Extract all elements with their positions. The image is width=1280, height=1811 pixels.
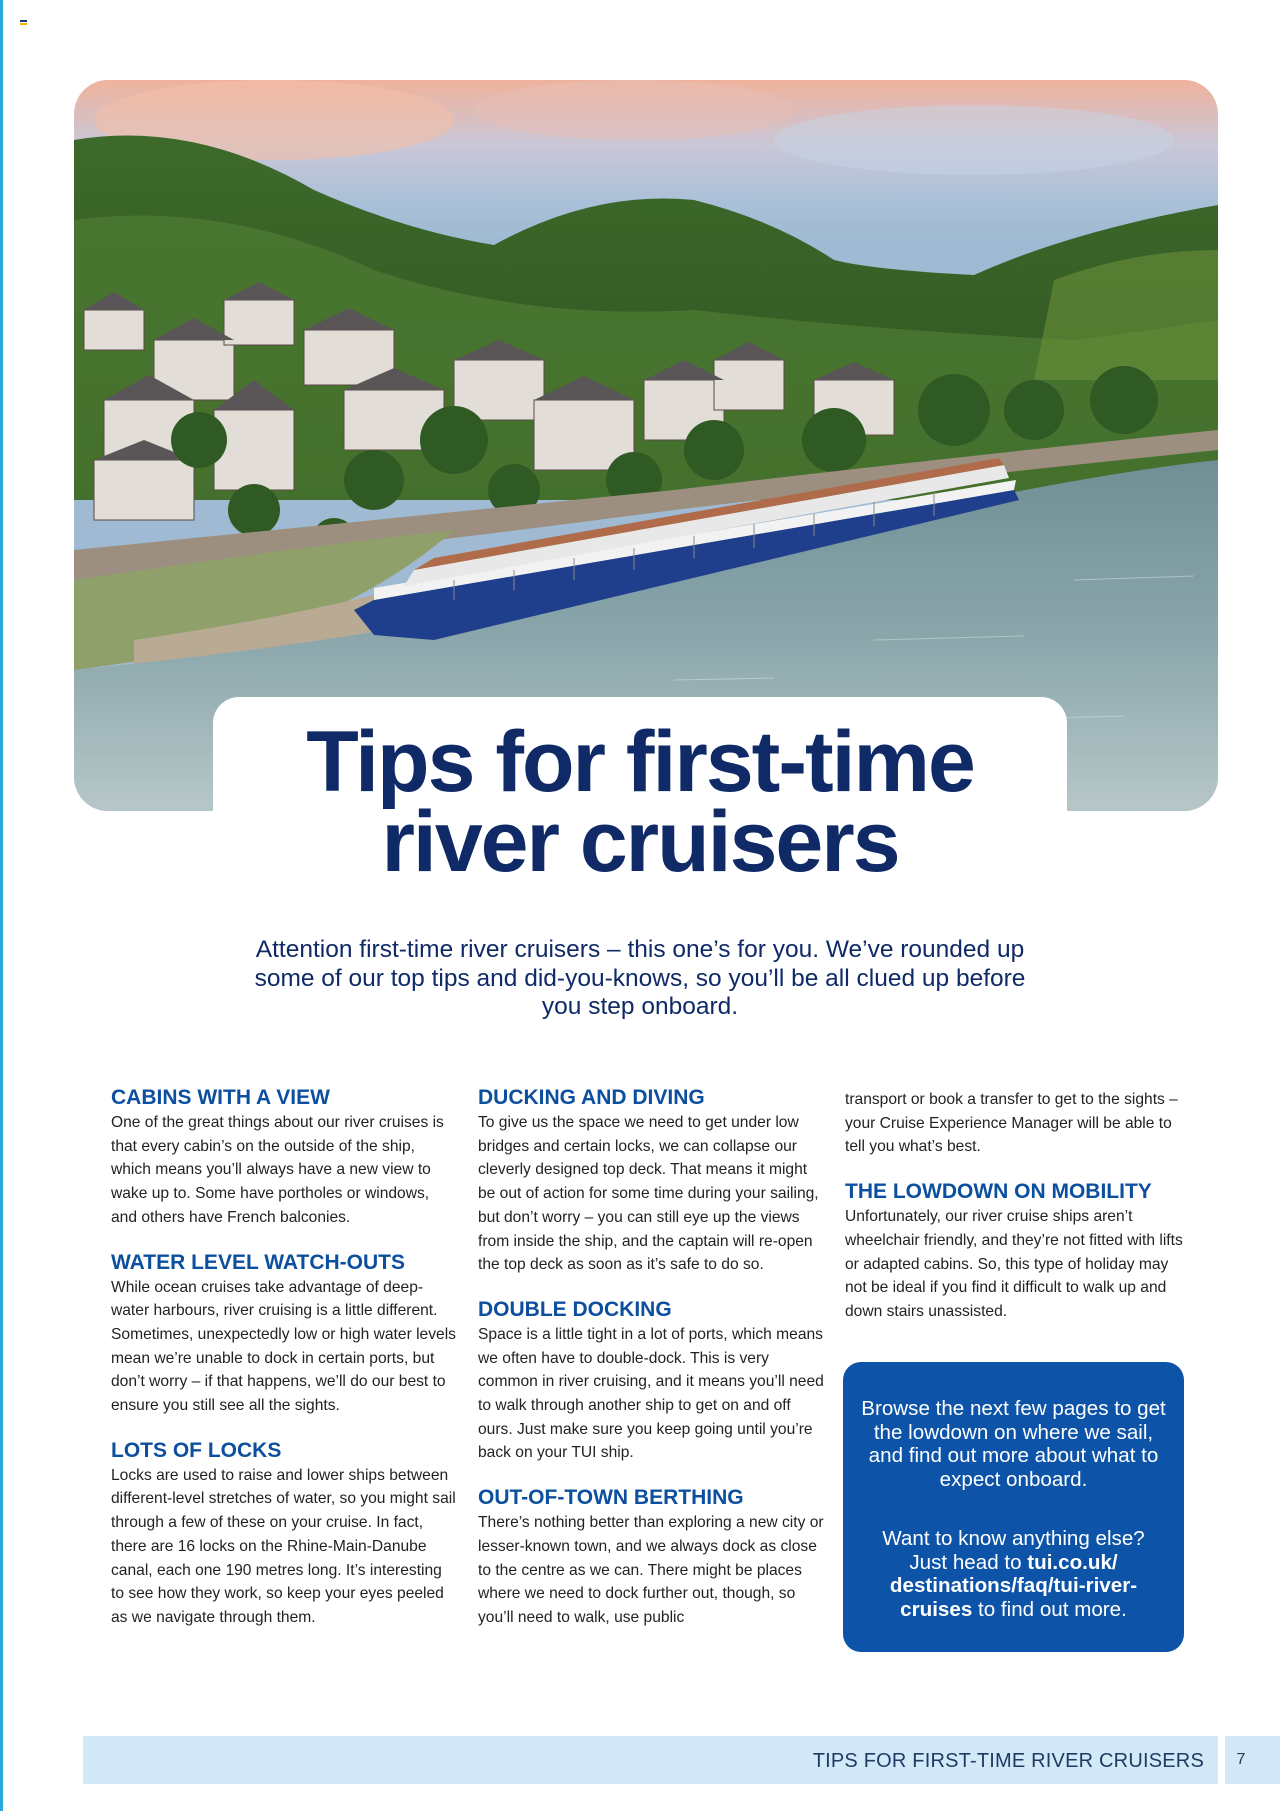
section-heading-docking: DOUBLE DOCKING <box>478 1297 672 1321</box>
info-callout <box>843 1362 1184 1652</box>
section-heading-locks: LOTS OF LOCKS <box>111 1438 282 1462</box>
section-heading-cabins: CABINS WITH A VIEW <box>111 1086 330 1109</box>
page-edge-stripe <box>0 0 3 1811</box>
callout-text-1: Browse the next few pages to get the lowdown on where we sail, and find out more about what to expect onboard. <box>861 1397 1166 1491</box>
section-body-locks: Locks are used to raise and lower ships between different-level stretches of water, so you might sail through a few of these on your cruise. In fact, there are 16 locks on the Rhine-Main-Danube canal, each one 190 metres long. It’s interesting to see how they work, so keep your eyes peeled as we navigate through them. <box>111 1466 456 1626</box>
footer-section-label: TIPS FOR FIRST-TIME RIVER CRUISERS <box>812 1750 1204 1772</box>
page-number-box <box>1225 1736 1280 1784</box>
column-2 <box>478 1085 824 1650</box>
section-body-water: While ocean cruises take advantage of deep-water harbours, river cruising is a little different. Sometimes, unexpectedly low or high water levels mean we’re unable to dock in certain ports, but don’t worry – if that happens, we’ll do our best to ensure you still see all the sights. <box>111 1278 456 1415</box>
footer-band <box>83 1736 1218 1784</box>
intro-paragraph: Attention first-time river cruisers – this one’s for you. We’ve rounded up some of our top tips and did-you-knows, so you’ll be all clued up before you step onboard. <box>254 936 1026 1020</box>
callout-text-before: Want to know anything else? Just head to <box>882 1527 1145 1574</box>
title-line-2: river cruisers <box>381 794 899 890</box>
title-line-1: Tips for first-time <box>306 714 974 810</box>
page-title <box>140 714 1140 890</box>
section-heading-water: WATER LEVEL WATCH-OUTS <box>111 1250 405 1274</box>
section-body-cabins: One of the great things about our river cruises is that every cabin’s on the outside of the ship, which means you’ll always have a new view to wake up to. Some have portholes or windows, and others have French balconies. <box>111 1114 444 1226</box>
section-body-docking: Space is a little tight in a lot of ports, which means we often have to double-dock. This is very common in river cruising, and it means you’ll need to walk through another ship to get on and off ours. Just make sure you keep going until you’re back on your TUI ship. <box>478 1325 824 1462</box>
section-body-berthing: There’s nothing better than exploring a new city or lesser-known town, and we always dock as close to the centre as we can. There might be places where we need to dock further out, though, so you’ll need to walk, use public <box>478 1514 824 1626</box>
section-body-mobility: Unfortunately, our river cruise ships aren’t wheelchair friendly, and they’re not fitted with lifts or adapted cabins. So, this type of holiday may not be ideal if you find it difficult to walk up and down stairs unassisted. <box>845 1208 1183 1320</box>
page-number: 7 <box>1236 1751 1246 1768</box>
column-1 <box>111 1085 457 1650</box>
column-3 <box>845 1088 1191 1344</box>
section-body-ducking: To give us the space we need to get under low bridges and certain locks, we can collapse our cleverly designed top deck. That means it might be out of action for some time during your sailing, but don’t worry – you can still eye up the views from inside the ship, and the captain will re-open the top deck as soon as it’s safe to do so. <box>478 1114 819 1274</box>
corner-mark <box>20 20 27 26</box>
callout-text-after: to find out more. <box>972 1597 1127 1621</box>
faq-link[interactable]: tui.co.uk/ destinations/faq/tui-river-cruises <box>889 1550 1138 1621</box>
section-heading-berthing: OUT-OF-TOWN BERTHING <box>478 1486 744 1510</box>
section-heading-mobility: THE LOWDOWN ON MOBILITY <box>845 1180 1152 1204</box>
callout-text-2 <box>861 1527 1166 1621</box>
section-body-berthing-continued: transport or book a transfer to get to the sights – your Cruise Experience Manager will be able to tell you what’s best. <box>845 1091 1178 1156</box>
section-heading-ducking: DUCKING AND DIVING <box>478 1086 705 1109</box>
